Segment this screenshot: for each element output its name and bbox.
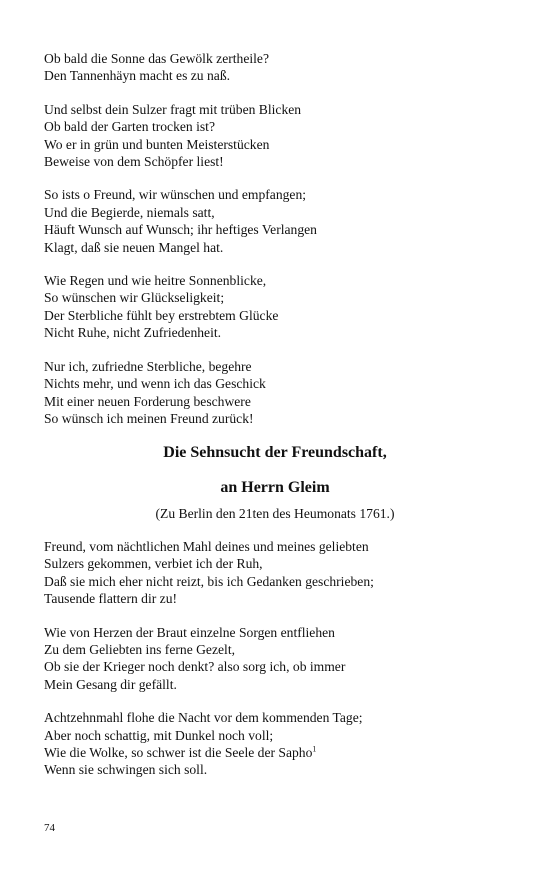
verse-line: Und selbst dein Sulzer fragt mit trüben Blicken [44, 101, 302, 117]
verse-line: Wie von Herzen der Braut einzelne Sorgen entfliehen [44, 624, 335, 640]
poem-1 [44, 50, 514, 443]
verse-line: Wie Regen und wie heitre Sonnenblicke, [44, 273, 267, 289]
verse-line: Ob sie der Krieger noch denkt? also sorg ich, ob immer [44, 659, 346, 675]
verse-line: Freund, vom nächtlichen Mahl deines und meines geliebten [44, 539, 369, 554]
page-number: 74 [44, 822, 55, 834]
verse-line: Klagt, daß sie neuen Mangel hat. [44, 239, 224, 255]
verse-line: So wünschen wir Glückseligkeit; [44, 290, 225, 306]
verse-line: Häuft Wunsch auf Wunsch; ihr heftiges Verlangen [44, 222, 317, 238]
stanza [44, 358, 514, 428]
stanza [44, 538, 514, 608]
verse-line: Ob bald die Sonne das Gewölk zertheile? [44, 51, 269, 66]
verse-text: Wie die Wolke, so schwer ist die Seele der Sapho [44, 745, 313, 761]
verse-line: Beweise von dem Schöpfer liest! [44, 154, 224, 170]
verse-line: Ob bald der Garten trocken ist? [44, 119, 215, 135]
poem-subtitle: (Zu Berlin den 21ten des Heumonats 1761.) [155, 506, 395, 521]
stanza [44, 101, 514, 171]
verse-line: Den Tannenhäyn macht es zu naß. [44, 68, 231, 84]
poem-2 [44, 538, 514, 795]
verse-line: Tausende flattern dir zu! [44, 591, 178, 607]
footnote-marker: 1 [312, 744, 317, 754]
poem-title: Die Sehnsucht der Freundschaft, [163, 444, 387, 461]
verse-line: Mein Gesang dir gefällt. [44, 676, 177, 692]
verse-line: Achtzehnmahl flohe die Nacht vor dem kommenden Tage; [44, 710, 363, 726]
stanza [44, 272, 514, 342]
verse-line-with-footnote [44, 744, 514, 761]
verse-line: So ists o Freund, wir wünschen und empfangen; [44, 187, 307, 203]
stanza [44, 624, 514, 694]
verse-line: Aber noch schattig, mit Dunkel noch voll; [44, 727, 274, 743]
verse-line: Und die Begierde, niemals satt, [44, 204, 215, 220]
verse-line: Zu dem Geliebten ins ferne Gezelt, [44, 642, 235, 658]
poem-title-dedication: an Herrn Gleim [220, 479, 330, 496]
verse-line: Nur ich, zufriedne Sterbliche, begehre [44, 358, 252, 374]
stanza [44, 709, 514, 779]
verse-line: Wo er in grün und bunten Meisterstücken [44, 136, 270, 152]
verse-line: Nichts mehr, und wenn ich das Geschick [44, 376, 266, 392]
verse-line: Sulzers gekommen, verbiet ich der Ruh, [44, 556, 263, 572]
verse-line: Wenn sie schwingen sich soll. [44, 762, 208, 778]
verse-line: Der Sterbliche fühlt bey erstrebtem Glücke [44, 307, 279, 323]
verse-line: So wünsch ich meinen Freund zurück! [44, 410, 254, 426]
verse-line: Nicht Ruhe, nicht Zufriedenheit. [44, 325, 222, 341]
stanza [44, 50, 514, 85]
stanza [44, 186, 514, 256]
verse-line: Mit einer neuen Forderung beschwere [44, 393, 251, 409]
verse-line: Daß sie mich eher nicht reizt, bis ich Gedanken geschrieben; [44, 573, 374, 589]
